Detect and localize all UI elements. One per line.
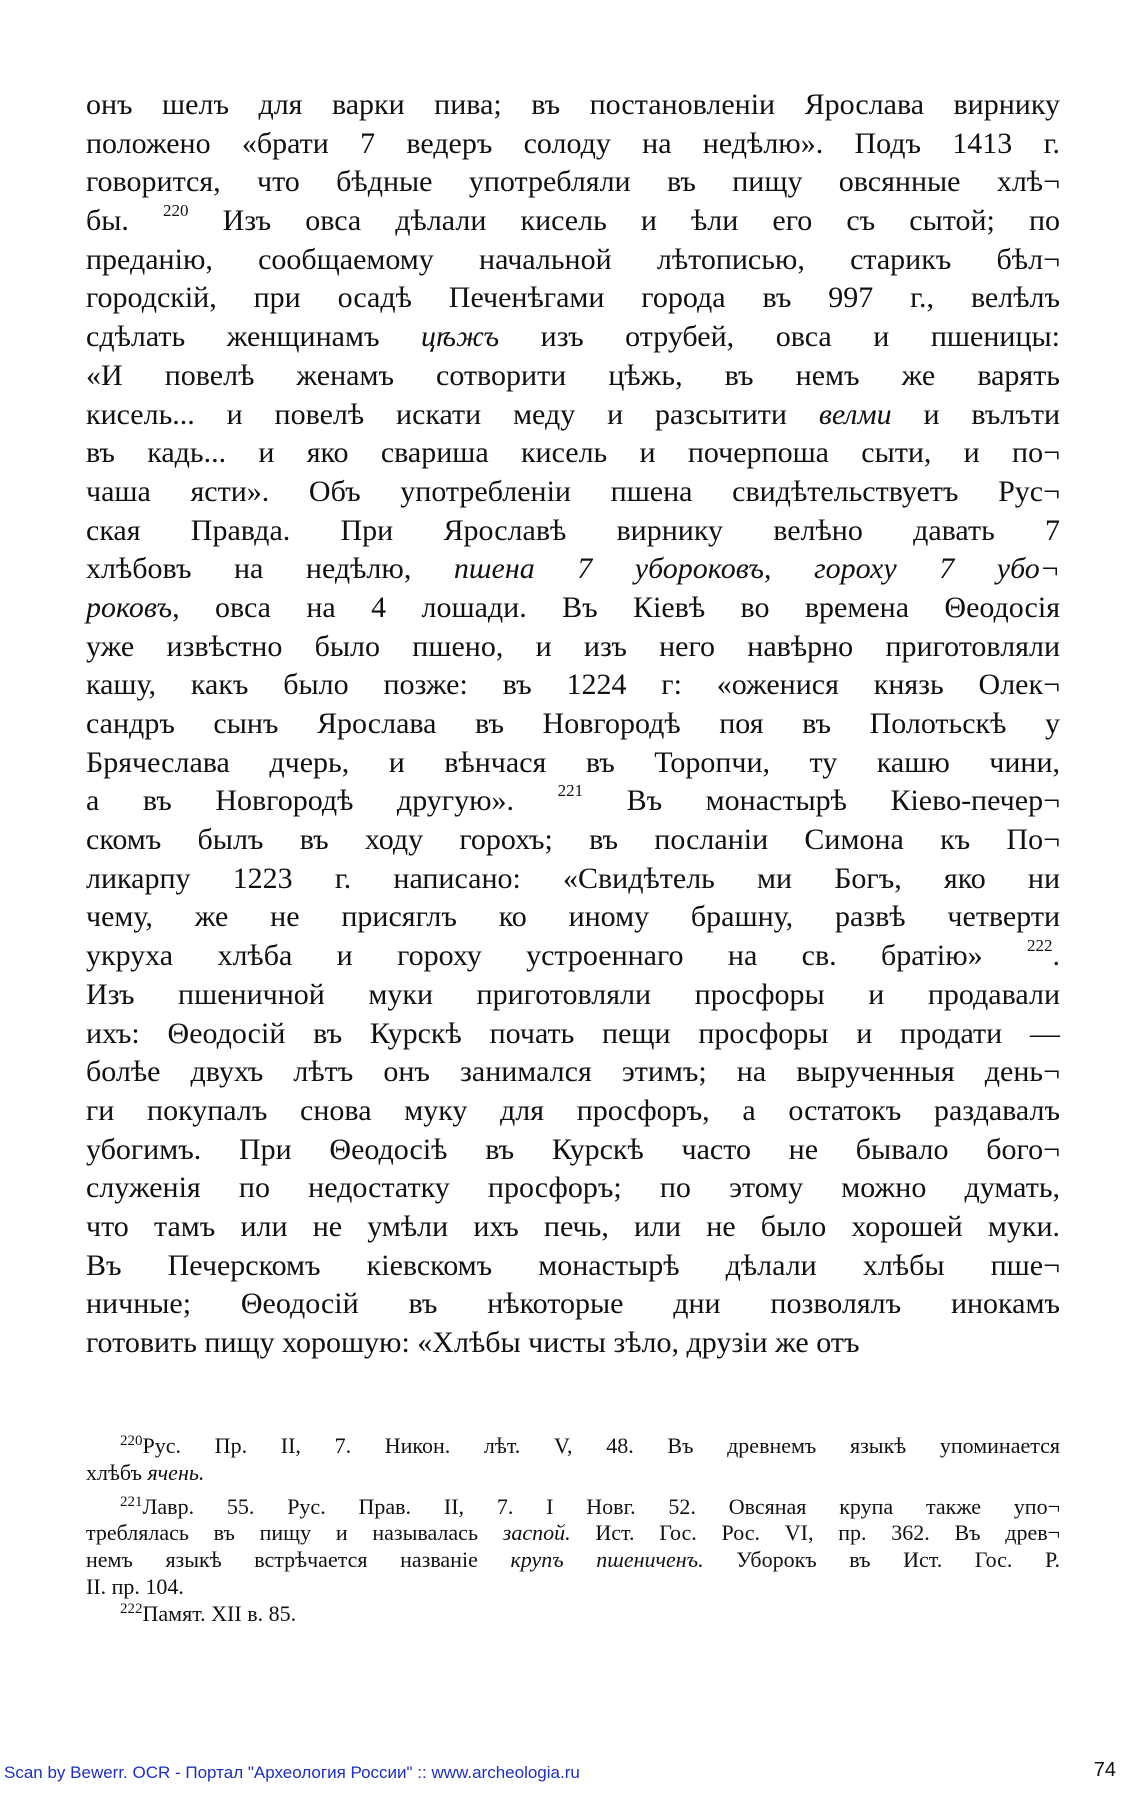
italic-term: заспой. [502, 1520, 571, 1546]
text-line: Въ Печерскомъ кіевскомъ монастырѣ дѣлали хлѣбы пше¬ [86, 1248, 1060, 1282]
footnote-text: Ист. Гос. Рос. VI, пр. 362. Въ древ¬ [595, 1520, 1061, 1546]
text-line [86, 782, 1060, 821]
footnote-text: треблялась въ пищу и называлась [86, 1520, 478, 1546]
page-number: 74 [1093, 1759, 1116, 1781]
text-line: чему, же не присяглъ ко иному брашну, развѣ четверти [86, 900, 1060, 934]
text-line: кашу, какъ было позже: въ 1224 г: «оженися князь Олек¬ [86, 668, 1060, 702]
footnote-line: II. пр. 104. [86, 1573, 184, 1599]
text-line: сандръ сынъ Ярослава въ Новгородѣ поя въ Полотьскѣ у [86, 707, 1060, 740]
footnotes [86, 1433, 1060, 1628]
text-line: что тамъ или не умѣли ихъ печь, или не было хорошей муки. [86, 1209, 1060, 1243]
text-line [86, 550, 1060, 589]
footnote-ref-221[interactable]: 221 [557, 781, 584, 801]
footnote-text: Рус. Пр. II, 7. Никон. лѣт. V, 48. Въ древнемъ языкѣ упоминается [142, 1433, 1060, 1458]
text-segment: Въ монастырѣ Кіево-печер¬ [626, 784, 1061, 818]
text-line: убогимъ. При Θеодосіѣ въ Курскѣ часто не бывало бого¬ [86, 1132, 1060, 1166]
text-line: онъ шелъ для варки пива; въ постановленіи Ярослава вирнику [86, 88, 1060, 121]
text-line [86, 202, 1060, 241]
text-line: скомъ былъ въ ходу горохъ; въ посланіи Симона къ По¬ [86, 823, 1060, 857]
text-line: чаша ясти». Объ употребленіи пшена свидѣтельствуетъ Рус¬ [86, 474, 1060, 508]
text-line [86, 318, 1060, 357]
footnote-number: 221 [120, 1493, 143, 1510]
footnote-ref-220[interactable]: 220 [163, 201, 189, 221]
text-line: Брячеслава дчерь, и вѣнчася въ Торопчи, ту кашю чини, [86, 745, 1060, 779]
text-segment: бы. [86, 204, 129, 238]
footnote-text: немъ языкѣ встрѣчается названіе [86, 1547, 478, 1573]
text-segment: . [1052, 939, 1060, 973]
scan-credit-link[interactable]: Scan by Bewerr. OCR - Портал "Археология России" :: www.archeologia.ru [4, 1763, 580, 1782]
footnote-text: Лавр. 55. Рус. Прав. II, 7. I Новг. 52. Овсяная крупа также упо¬ [142, 1493, 1060, 1519]
footnote-line [86, 1547, 1060, 1574]
footnote-text: Уборокъ въ Ист. Гос. Р. [736, 1547, 1060, 1573]
italic-term: крупъ пшениченъ. [510, 1547, 704, 1573]
page-footer [0, 1759, 1140, 1787]
italic-term: пшена 7 убороковъ, гороху 7 убо¬ [453, 552, 1061, 586]
italic-term: цѣжъ [421, 320, 500, 354]
italic-term: роковъ, [86, 590, 180, 624]
italic-term: велми [818, 397, 892, 431]
text-segment: хлѣбовъ на недѣлю, [86, 552, 412, 586]
footnote-number: 220 [120, 1433, 143, 1449]
text-line: ская Правда. При Ярославѣ вирнику велѣно давать 7 [86, 513, 1060, 547]
text-line: готовить пищу хорошую: «Хлѣбы чисты зѣло, друзіи же отъ [86, 1326, 860, 1359]
footnote-220 [86, 1433, 1060, 1460]
text-segment: сдѣлать женщинамъ [86, 320, 380, 354]
text-segment: укруха хлѣба и гороху устроеннаго на св. братію» [86, 939, 983, 973]
footnote-ref-222[interactable]: 222 [1027, 936, 1053, 956]
text-line: болѣе двухъ лѣтъ онъ занимался этимъ; на вырученныя день¬ [86, 1055, 1060, 1089]
footnote-text: Памят. XII в. 85. [142, 1600, 297, 1626]
text-line: ги покупалъ снова муку для просфоръ, а остатокъ раздавалъ [86, 1093, 1060, 1127]
text-segment: изъ отрубей, овса и пшеницы: [540, 320, 1060, 354]
text-line: служенія по недостатку просфоръ; по этому можно думать, [86, 1171, 1060, 1205]
text-line [86, 589, 1060, 628]
text-line: ихъ: Θеодосій въ Курскѣ почать пещи просфоры и продати — [86, 1016, 1060, 1050]
text-segment: овса на 4 лошади. Въ Кіевѣ во времена Θеодосія [214, 590, 1060, 624]
text-line: ликарпу 1223 г. написано: «Свидѣтель ми Богъ, яко ни [86, 861, 1060, 895]
text-line: говорится, что бѣдные употребляли въ пищу овсянные хлѣ¬ [86, 165, 1060, 199]
text-segment: а въ Новгородѣ другую». [86, 784, 515, 818]
footnote-221 [86, 1494, 1060, 1521]
footnote-number: 222 [120, 1600, 143, 1617]
footnote-line [86, 1520, 1060, 1547]
italic-term: ячень. [147, 1459, 205, 1485]
text-line: положено «брати 7 ведеръ солоду на недѣлю». Подъ 1413 г. [86, 126, 1060, 160]
footnote-text: хлѣбъ [86, 1459, 142, 1485]
text-segment: Изъ овса дѣлали кисель и ѣли его съ сытой; по [222, 204, 1060, 238]
text-line [86, 937, 1060, 976]
text-segment: и вълъти [923, 397, 1061, 431]
text-line: Изъ пшеничной муки приготовляли просфоры и продавали [86, 977, 1060, 1011]
footnote-line [86, 1460, 1060, 1487]
text-line [86, 396, 1060, 435]
text-segment: кисель... и повелѣ искати меду и разсытити [86, 397, 787, 431]
text-line: уже извѣстно было пшено, и изъ него навѣрно приготовляли [86, 629, 1060, 663]
text-line: въ кадь... и яко свариша кисель и почерпоша сыти, и по¬ [86, 436, 1060, 470]
text-line: «И повелѣ женамъ сотворити цѣжь, въ немъ же варять [86, 358, 1060, 392]
text-line: преданію, сообщаемому начальной лѣтописью, старикъ бѣл¬ [86, 242, 1060, 276]
text-line: городскій, при осадѣ Печенѣгами города въ 997 г., велѣлъ [86, 281, 1060, 315]
main-text [86, 86, 1060, 1363]
footnote-222 [86, 1601, 1060, 1628]
text-line: ничные; Θеодосій въ нѣкоторые дни позволялъ инокамъ [86, 1287, 1060, 1321]
